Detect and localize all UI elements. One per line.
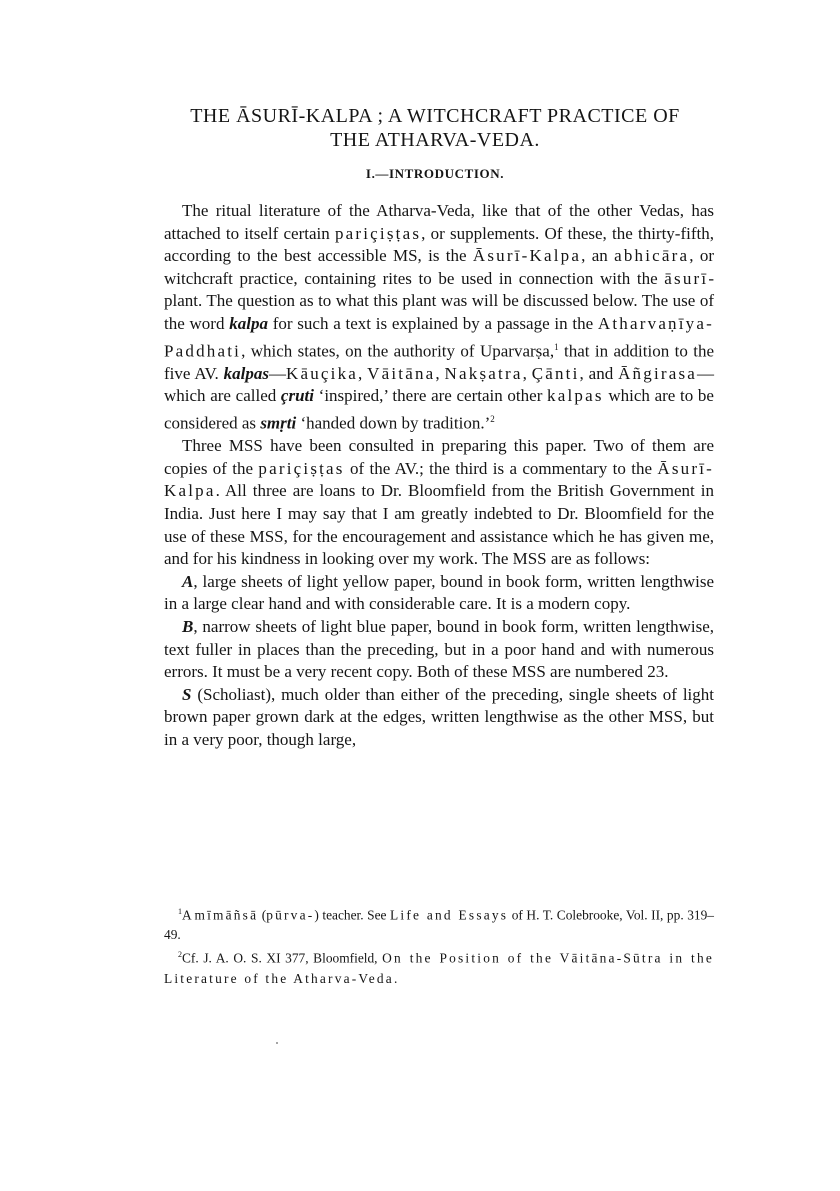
ms-label-s: S [182, 684, 192, 704]
title-line-1: THE ĀSURĪ-KALPA ; A WITCHCRAFT PRACTICE OF [190, 105, 680, 127]
paragraph-ms-b: B, narrow sheets of light blue paper, bound in book form, written lengthwise, text fuller in places than the preceding, but in a poor hand and with numerous errors. It must be a very recent copy. Both of these MSS are numbered 23. [164, 617, 714, 682]
body-text [164, 200, 714, 752]
ms-label-a: A [182, 571, 194, 591]
title-line-2: THE ATHARVA-VEDA. [330, 129, 540, 151]
paragraph-ms-a: A, large sheets of light yellow paper, bound in book form, written lengthwise in a large clear hand and with considerable care. It is a modern copy. [164, 571, 714, 614]
footnote-ref-2: 2 [490, 414, 495, 424]
paragraph-ms-s: S (Scholiast), much older than either of the preceding, single sheets of light brown paper grown dark at the edges, written lengthwise as the other MSS, but in a very poor, though large, [164, 684, 714, 749]
ms-label-b: B [182, 617, 194, 636]
footnote-ref-1: 1 [554, 341, 559, 352]
footnotes [164, 902, 714, 989]
page-title [150, 104, 720, 152]
footnote-2: $^2$Cf. J. A. O. S. XI 377, Bloomfield, On the Position of the Vāitāna-Sūtra in the Literature of the Atharva-Veda. [164, 950, 715, 986]
section-heading: I.—INTRODUCTION. [365, 166, 505, 181]
ink-speck [276, 1042, 278, 1044]
paragraph-2: Three MSS have been consulted in preparing this paper. Two of them are copies of the pariçiṣṭas of the AV.; the third is a commentary to the Āsurī-Kalpa. All three are loans to Dr. Bloomfield from the British Government in India. Just here I may say that I am greatly indebted to Dr. Bloomfield for the use of these MSS, for the encouragement and assistance which he has given me, and for his kindness in looking over my work. The MSS are as follows: [164, 436, 714, 569]
footnote-1: $^1$A mīmāñsā (pūrva-) teacher. See Life and Essays of H. T. Colebrooke, Vol. II, pp. 319–49. [164, 907, 714, 943]
paragraph-1: The ritual literature of the Atharva-Veda, like that of the other Vedas, has attached to itself certain pariçiṣṭas, or supplements. Of these, the thirty-fifth, according to the best accessible MS, is the Āsurī-Kalpa, an abhicāra, or witchcraft practice, containing rites to be used in connection with the āsurī-plant. The question as to what this plant was will be discussed below. The use of the word kalpa for such a text is explained by a passage in the Atharvaṇīya-Paddhati, which states, on the authority of Uparvarṣa,$^1$ that in addition to the five AV. kalpas—Kāuçika, Vāitāna, Nakṣatra, Çānti, and Āñgirasa—which are called çruti ‘inspired,’ there are certain other kalpas which are to be considered as smṛti ‘handed down by tradition.’$^2$ [164, 201, 715, 433]
